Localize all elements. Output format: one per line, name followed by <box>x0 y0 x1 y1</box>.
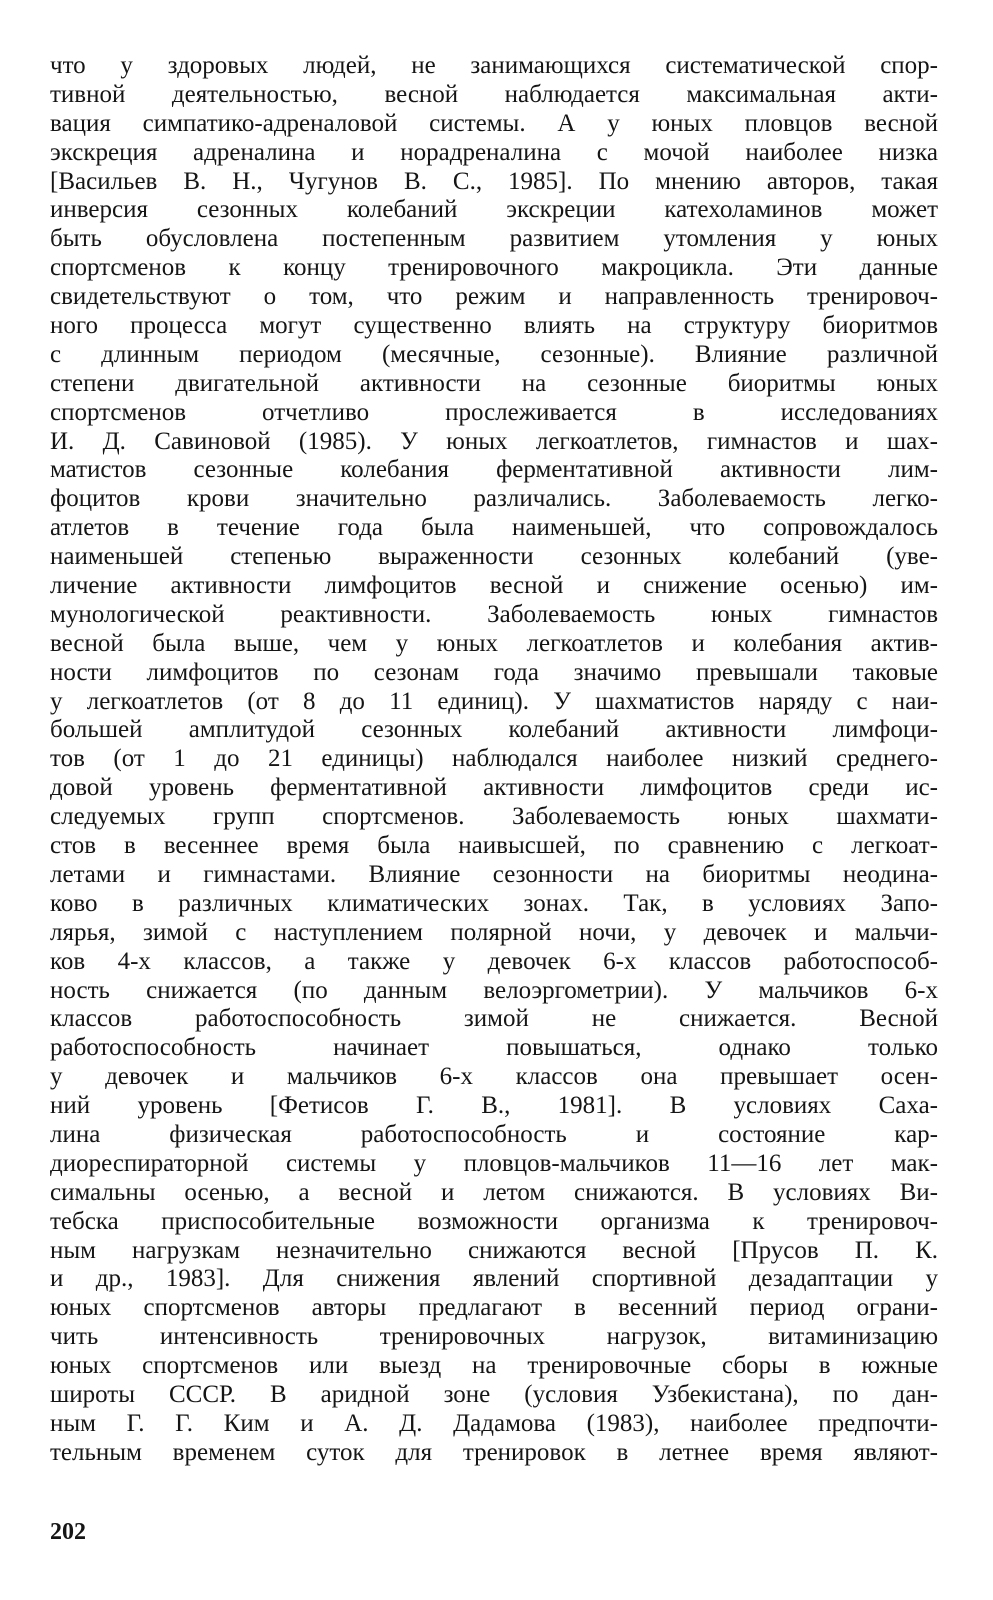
page-number: 202 <box>50 1519 86 1545</box>
text-line: большей амплитудой сезонных колебаний активности лимфоци- <box>50 716 938 744</box>
text-line: наименьшей степенью выраженности сезонных колебаний (уве- <box>50 543 938 571</box>
text-line: экскреция адреналина и норадреналина с мочой наиболее низка <box>50 138 938 166</box>
text-line: матистов сезонные колебания ферментативной активности лим- <box>50 456 938 484</box>
text-line: быть обусловлена постепенным развитием утомления у юных <box>50 225 938 253</box>
text-line: диореспираторной системы у пловцов-мальчиков 11—16 лет мак- <box>50 1149 938 1177</box>
text-line: ков 4-х классов, а также у девочек 6-х классов работоспособ- <box>50 947 938 975</box>
text-line: у легкоатлетов (от 8 до 11 единиц). У шахматистов наряду с наи- <box>50 687 938 715</box>
text-line: мунологической реактивности. Заболеваемость юных гимнастов <box>50 600 938 628</box>
text-line: тебска приспособительные возможности организма к тренировоч- <box>50 1207 938 1235</box>
text-line: атлетов в течение года была наименьшей, что сопровождалось <box>50 514 938 542</box>
text-line: у девочек и мальчиков 6-х классов она превышает осен- <box>50 1063 938 1091</box>
text-line: работоспособность начинает повышаться, однако только <box>50 1034 938 1062</box>
text-line: ности лимфоцитов по сезонам года значимо превышали таковые <box>50 658 938 686</box>
text-line: лина физическая работоспособность и состояние кар- <box>50 1120 938 1148</box>
text-line: ково в различных климатических зонах. Так, в условиях Запо- <box>50 889 938 917</box>
text-line: с длинным периодом (месячные, сезонные). Влияние различной <box>50 340 938 368</box>
text-line: довой уровень ферментативной активности лимфоцитов среди ис- <box>50 774 938 802</box>
text-line: симальны осенью, а весной и летом снижаются. В условиях Ви- <box>50 1178 938 1206</box>
text-line: ность снижается (по данным велоэргометрии). У мальчиков 6-х <box>50 976 938 1004</box>
text-line: степени двигательной активности на сезонные биоритмы юных <box>50 369 938 397</box>
text-line: тивной деятельностью, весной наблюдается максимальная акти- <box>50 80 938 108</box>
text-line: следуемых групп спортсменов. Заболеваемость юных шахмати- <box>50 803 938 831</box>
text-line: летами и гимнастами. Влияние сезонности на биоритмы неодина- <box>50 860 938 888</box>
text-line: свидетельствуют о том, что режим и направленность тренировоч- <box>50 283 938 311</box>
text-line: широты СССР. В аридной зоне (условия Узбекистана), по дан- <box>50 1380 938 1408</box>
text-line: стов в весеннее время была наивысшей, по сравнению с легкоат- <box>50 832 938 860</box>
text-line: ным Г. Г. Ким и А. Д. Дадамова (1983), наиболее предпочти- <box>50 1409 938 1437</box>
body-text <box>50 52 938 1468</box>
text-line: спортсменов к концу тренировочного макроцикла. Эти данные <box>50 254 938 282</box>
text-line: фоцитов крови значительно различались. Заболеваемость легко- <box>50 485 938 513</box>
text-line: личение активности лимфоцитов весной и снижение осенью) им- <box>50 572 938 600</box>
text-line: [Васильев В. Н., Чугунов В. С., 1985]. По мнению авторов, такая <box>50 167 938 195</box>
text-line: ным нагрузкам незначительно снижаются весной [Прусов П. К. <box>50 1236 938 1264</box>
text-line: весной была выше, чем у юных легкоатлетов и колебания актив- <box>50 629 938 657</box>
text-line: что у здоровых людей, не занимающихся систематической спор- <box>50 52 938 79</box>
text-line: тов (от 1 до 21 единицы) наблюдался наиболее низкий среднего- <box>50 745 938 773</box>
text-line: И. Д. Савиновой (1985). У юных легкоатлетов, гимнастов и шах- <box>50 427 938 455</box>
text-line: тельным временем суток для тренировок в летнее время являют- <box>50 1438 938 1466</box>
text-line: инверсия сезонных колебаний экскреции катехоламинов может <box>50 196 938 224</box>
text-line: спортсменов отчетливо прослеживается в исследованиях <box>50 398 938 426</box>
text-line: юных спортсменов авторы предлагают в весенний период ограни- <box>50 1294 938 1322</box>
text-line: юных спортсменов или выезд на тренировочные сборы в южные <box>50 1352 938 1380</box>
text-line: чить интенсивность тренировочных нагрузок, витаминизацию <box>50 1323 938 1351</box>
text-line: и др., 1983]. Для снижения явлений спортивной дезадаптации у <box>50 1265 938 1293</box>
text-line: лярья, зимой с наступлением полярной ночи, у девочек и мальчи- <box>50 918 938 946</box>
text-line: ного процесса могут существенно влиять на структуру биоритмов <box>50 312 938 340</box>
text-line: классов работоспособность зимой не снижается. Весной <box>50 1005 938 1033</box>
text-line: вация симпатико-адреналовой системы. А у юных пловцов весной <box>50 109 938 137</box>
text-line: ний уровень [Фетисов Г. В., 1981]. В условиях Саха- <box>50 1092 938 1120</box>
